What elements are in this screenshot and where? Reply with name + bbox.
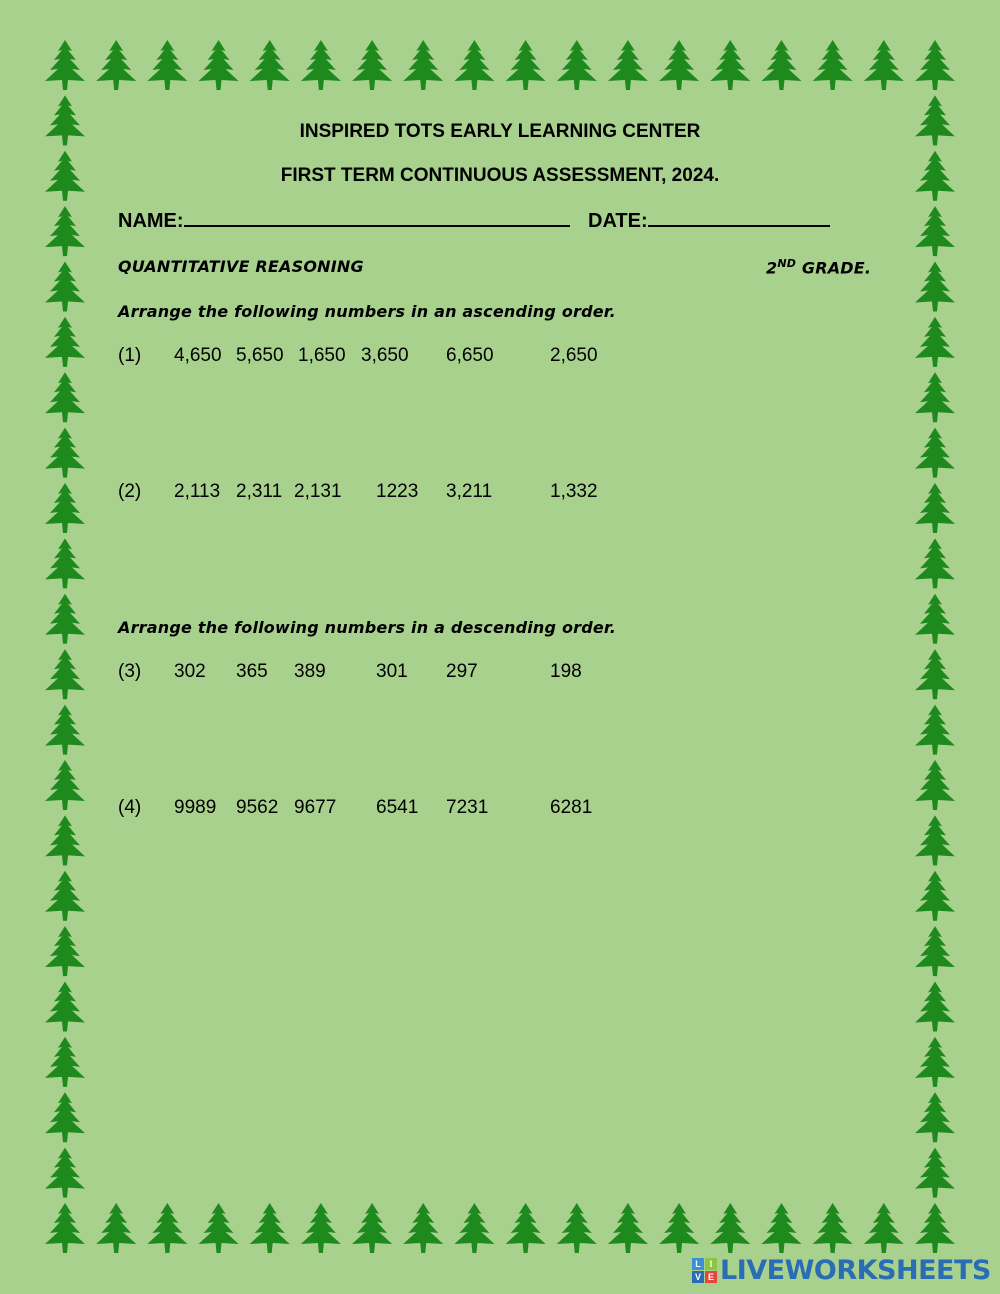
tree-icon: [45, 372, 85, 422]
tree-icon: [45, 40, 85, 90]
grade-suffix: ND: [777, 257, 797, 270]
tree-icon: [813, 40, 853, 90]
number-item: 1,332: [550, 481, 598, 502]
number-item: 2,311: [236, 481, 283, 502]
tree-icon: [608, 1203, 648, 1253]
logo-square: L: [692, 1258, 704, 1270]
number-item: 365: [236, 661, 268, 682]
tree-icon: [199, 40, 239, 90]
instruction-descending: Arrange the following numbers in a descending order.: [118, 618, 617, 637]
number-item: 1,650: [298, 345, 346, 366]
tree-icon: [915, 705, 955, 755]
number-item: 2,131: [294, 481, 342, 502]
number-item: 297: [446, 661, 478, 682]
tree-icon: [45, 1203, 85, 1253]
number-item: 301: [376, 661, 408, 682]
number-item: 6281: [550, 797, 593, 818]
tree-icon: [96, 40, 136, 90]
tree-icon: [710, 40, 750, 90]
tree-icon: [608, 40, 648, 90]
number-item: 4,650: [174, 345, 222, 366]
number-item: 3,211: [446, 481, 493, 502]
logo-square: E: [705, 1271, 717, 1283]
number-item: 3,650: [361, 345, 409, 366]
tree-icon: [506, 1203, 546, 1253]
tree-icon: [915, 428, 955, 478]
question-row: [0, 797, 1000, 821]
tree-icon: [915, 206, 955, 256]
question-label: (4): [118, 797, 142, 818]
tree-icon: [454, 40, 494, 90]
instruction-ascending: Arrange the following numbers in an ascending order.: [118, 302, 616, 321]
number-item: 198: [550, 661, 582, 682]
tree-icon: [45, 926, 85, 976]
tree-icon: [45, 1092, 85, 1142]
logo-square: V: [692, 1271, 704, 1283]
question-row: [0, 345, 1000, 369]
tree-icon: [45, 594, 85, 644]
tree-icon: [915, 1037, 955, 1087]
tree-icon: [915, 372, 955, 422]
tree-icon: [147, 40, 187, 90]
name-label: NAME:: [118, 210, 184, 232]
tree-icon: [915, 871, 955, 921]
tree-icon: [45, 981, 85, 1031]
tree-icon: [915, 538, 955, 588]
tree-icon: [45, 705, 85, 755]
tree-icon: [915, 262, 955, 312]
tree-icon: [45, 428, 85, 478]
tree-icon: [915, 981, 955, 1031]
number-item: 9989: [174, 797, 217, 818]
subject-title: QUANTITATIVE REASONING: [118, 257, 364, 276]
number-item: 9562: [236, 797, 279, 818]
number-item: 6541: [376, 797, 419, 818]
logo-squares-icon: [692, 1258, 717, 1283]
question-row: [0, 661, 1000, 685]
number-item: 2,113: [174, 481, 221, 502]
tree-icon: [761, 1203, 801, 1253]
tree-icon: [915, 1148, 955, 1198]
number-item: 302: [174, 661, 206, 682]
question-label: (1): [118, 345, 142, 366]
tree-icon: [301, 1203, 341, 1253]
tree-icon: [659, 1203, 699, 1253]
tree-icon: [403, 1203, 443, 1253]
date-field[interactable]: [588, 207, 830, 233]
tree-icon: [915, 1203, 955, 1253]
tree-icon: [45, 206, 85, 256]
tree-icon: [557, 1203, 597, 1253]
tree-icon: [250, 1203, 290, 1253]
tree-icon: [147, 1203, 187, 1253]
liveworksheets-logo[interactable]: [692, 1256, 991, 1284]
tree-icon: [813, 1203, 853, 1253]
tree-icon: [915, 926, 955, 976]
school-name: INSPIRED TOTS EARLY LEARNING CENTER: [299, 121, 701, 142]
tree-icon: [864, 1203, 904, 1253]
tree-icon: [45, 815, 85, 865]
tree-icon: [45, 538, 85, 588]
logo-square: I: [705, 1258, 717, 1270]
logo-text: LIVEWORKSHEETS: [720, 1254, 991, 1286]
number-item: 1223: [376, 481, 419, 502]
tree-icon: [301, 40, 341, 90]
question-label: (3): [118, 661, 142, 682]
name-field[interactable]: [118, 207, 570, 233]
tree-icon: [96, 1203, 136, 1253]
tree-icon: [659, 40, 699, 90]
date-blank[interactable]: [648, 207, 830, 227]
number-item: 7231: [446, 797, 489, 818]
tree-icon: [557, 40, 597, 90]
tree-icon: [710, 1203, 750, 1253]
tree-icon: [45, 871, 85, 921]
grade-word: GRADE.: [796, 258, 872, 278]
number-item: 9677: [294, 797, 337, 818]
number-item: 6,650: [446, 345, 494, 366]
number-item: 389: [294, 661, 326, 682]
number-item: 5,650: [236, 345, 284, 366]
grade-label: [766, 257, 871, 277]
tree-icon: [915, 594, 955, 644]
name-blank[interactable]: [184, 207, 570, 227]
tree-icon: [506, 40, 546, 90]
tree-icon: [915, 1092, 955, 1142]
tree-icon: [45, 1148, 85, 1198]
question-row: [0, 481, 1000, 505]
grade-number: 2: [766, 258, 778, 278]
date-label: DATE:: [588, 210, 648, 232]
tree-icon: [761, 40, 801, 90]
tree-icon: [352, 40, 392, 90]
tree-icon: [403, 40, 443, 90]
tree-icon: [864, 40, 904, 90]
tree-icon: [352, 1203, 392, 1253]
question-label: (2): [118, 481, 142, 502]
tree-icon: [454, 1203, 494, 1253]
tree-icon: [915, 815, 955, 865]
tree-icon: [915, 40, 955, 90]
tree-icon: [45, 262, 85, 312]
number-item: 2,650: [550, 345, 598, 366]
tree-icon: [45, 1037, 85, 1087]
tree-icon: [199, 1203, 239, 1253]
tree-icon: [250, 40, 290, 90]
assessment-title: FIRST TERM CONTINUOUS ASSESSMENT, 2024.: [280, 165, 720, 186]
